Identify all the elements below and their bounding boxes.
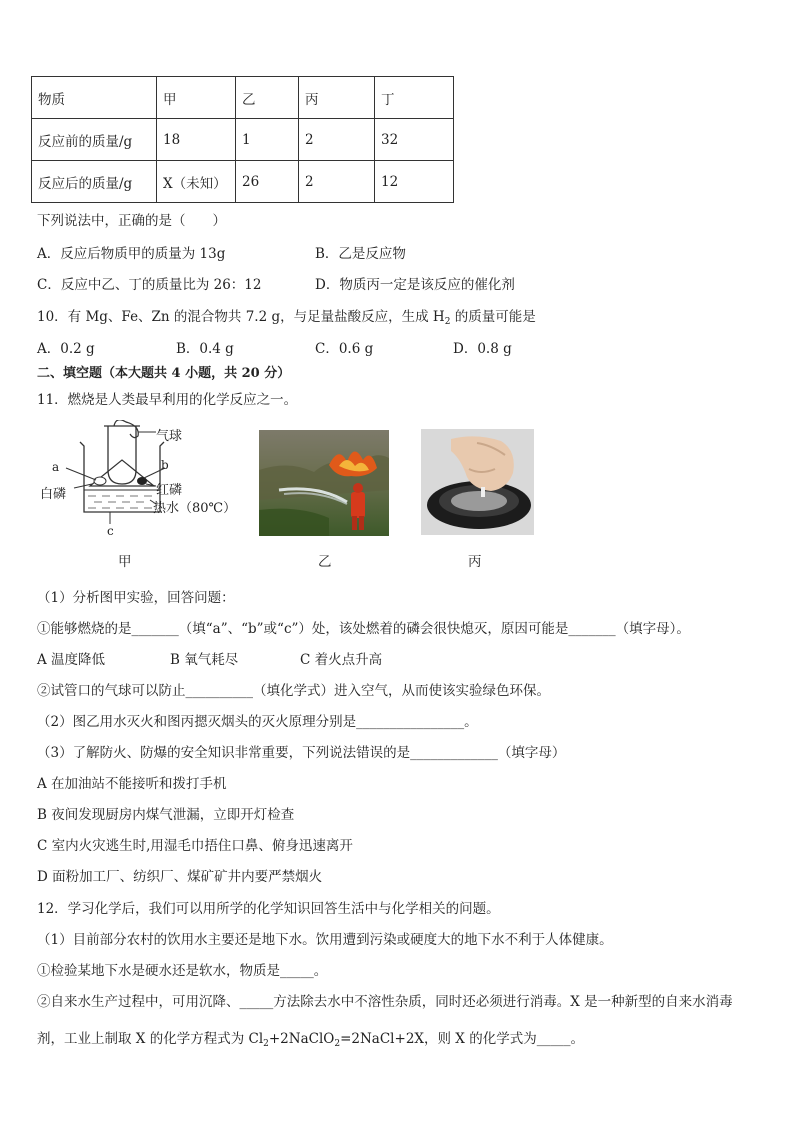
ashtray-image — [421, 429, 534, 535]
mass-table — [31, 76, 454, 203]
table-cell: 反应前的质量/g — [32, 119, 157, 161]
caption-jia: 甲 — [118, 554, 132, 570]
table-cell: 物质 — [32, 77, 157, 119]
table-cell: 1 — [236, 119, 299, 161]
table-row — [32, 77, 454, 119]
q10-stem — [37, 305, 536, 327]
subscript: 2 — [263, 1039, 269, 1049]
q11-part3: （3）了解防火、防爆的安全知识非常重要，下列说法错误的是_____________（填字母） — [37, 745, 566, 761]
table-row — [32, 161, 454, 203]
firefighter-image — [259, 430, 389, 536]
q11-part1: （1）分析图甲实验，回答问题： — [37, 590, 235, 606]
q11-part3-option-d: D 面粉加工厂、纺织厂、煤矿矿井内要严禁烟火 — [37, 869, 323, 885]
q11-option-b: B 氧气耗尽 — [170, 652, 239, 668]
table-cell: 18 — [157, 119, 236, 161]
table-cell: 丁 — [375, 77, 454, 119]
q10-option-d: D．0.8 g — [453, 341, 512, 357]
equation-text: =2NaCl+2X，则 X 的化学式为_____。 — [340, 1031, 584, 1047]
equation-text: +2NaClO — [268, 1031, 335, 1047]
q9-option-d: D．物质丙一定是该反应的催化剂 — [315, 277, 515, 293]
table-cell: X（未知） — [157, 161, 236, 203]
q11-part3-option-a: A 在加油站不能接听和拨打手机 — [37, 776, 227, 792]
q10-stem-text: 10．有 Mg、Fe、Zn 的混合物共 7.2 g，与足量盐酸反应，生成 H — [37, 309, 445, 325]
q11-part3-option-c: C 室内火灾逃生时,用湿毛巾捂住口鼻、俯身迅速离开 — [37, 838, 353, 854]
label-white-phosphorus: 白磷 — [40, 487, 67, 502]
table-cell: 32 — [375, 119, 454, 161]
table-cell: 乙 — [236, 77, 299, 119]
q10-option-c: C．0.6 g — [315, 341, 374, 357]
label-red-phosphorus: 红磷 — [156, 483, 183, 498]
table-row — [32, 119, 454, 161]
q12-part1-item2-cont — [37, 1027, 584, 1049]
q12-stem: 12．学习化学后，我们可以用所学的化学知识回答生活中与化学相关的问题。 — [37, 901, 500, 917]
label-balloon: 气球 — [156, 429, 183, 444]
q10-option-a: A．0.2 g — [37, 341, 95, 357]
q11-option-c: C 着火点升高 — [300, 652, 383, 668]
label-a: a — [52, 460, 60, 474]
label-hot-water: 热水（80℃） — [153, 501, 237, 516]
q11-part3-option-b: B 夜间发现厨房内煤气泄漏，立即开灯检查 — [37, 807, 295, 823]
table-cell: 丙 — [299, 77, 375, 119]
q10-stem-tail: 的质量可能是 — [450, 309, 536, 325]
q10-option-b: B．0.4 g — [176, 341, 234, 357]
q12-part1-item2: ②自来水生产过程中，可用沉降、_____方法除去水中不溶性杂质，同时还必须进行消毒。X 是一种新型的自来水消毒 — [37, 994, 733, 1010]
table-cell: 反应后的质量/g — [32, 161, 157, 203]
ashtray-photo — [421, 429, 534, 535]
equation-text: 剂，工业上制取 X 的化学方程式为 Cl — [37, 1031, 264, 1047]
q9-option-b: B．乙是反应物 — [315, 246, 406, 262]
firefighter-photo — [259, 430, 389, 536]
subscript: 2 — [444, 317, 451, 327]
q12-part1-item1: ①检验某地下水是硬水还是软水，物质是_____。 — [37, 963, 328, 979]
section-heading: 二、填空题（本大题共 4 小题，共 20 分） — [37, 366, 291, 381]
q11-part2: （2）图乙用水灭火和图丙摁灭烟头的灭火原理分别是________________。 — [37, 714, 478, 730]
q9-stem: 下列说法中，正确的是（ ） — [37, 213, 226, 229]
table-cell: 2 — [299, 119, 375, 161]
subscript: 2 — [334, 1039, 341, 1049]
table-cell: 甲 — [157, 77, 236, 119]
table-cell: 2 — [299, 161, 375, 203]
q9-option-c: C．反应中乙、丁的质量比为 26：12 — [37, 277, 262, 293]
q12-part1: （1）目前部分农村的饮用水主要还是地下水。饮用遭到污染或硬度大的地下水不利于人体健康。 — [37, 932, 613, 948]
q11-stem: 11．燃烧是人类最早利用的化学反应之一。 — [37, 392, 298, 408]
q11-part1-item2: ②试管口的气球可以防止__________（填化学式）进入空气，从而使该实验绿色环保。 — [37, 683, 550, 699]
label-c: c — [107, 524, 114, 538]
table-cell: 12 — [375, 161, 454, 203]
q11-part1-item1: ①能够燃烧的是_______（填“a”、“b”或“c”）处，该处燃着的磷会很快熄灭，原因可能是_______（填字母）。 — [37, 621, 690, 637]
table-cell: 26 — [236, 161, 299, 203]
q11-option-a: A 温度降低 — [37, 652, 106, 668]
caption-bing: 丙 — [468, 554, 482, 570]
label-b: b — [161, 458, 169, 472]
q9-option-a: A．反应后物质甲的质量为 13g — [37, 246, 226, 262]
caption-yi: 乙 — [318, 554, 332, 570]
